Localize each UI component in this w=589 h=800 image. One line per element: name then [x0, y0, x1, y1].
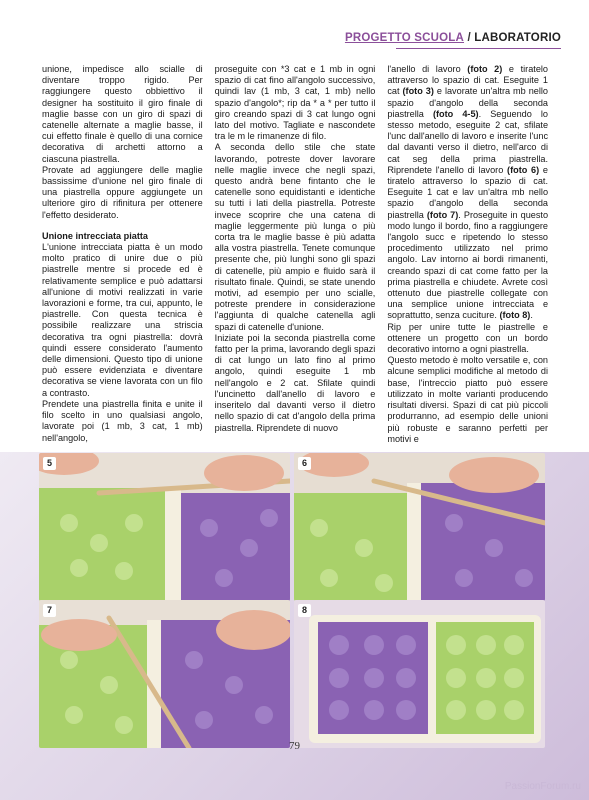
photo-5	[39, 453, 290, 601]
paragraph: proseguite con *3 cat e 1 mb in ogni spazio di cat fino all'angolo successivo, quindi lav (1 mb, 3 cat, 1 mb) nello spazio d'angolo*; rip da * a * per tutto il giro creando spazi di 3 cat lungo ogni lato del motivo. Tagliate e nascondete tra le m le rimanenze di filo.	[214, 64, 376, 142]
paragraph: Iniziate poi la seconda piastrella come fatto per la prima, lavorando degli spazi di cat lungo un lato fino al primo angolo, quindi eseguite 1 mb nell'angolo e 2 cat. Sfilate quindi l'uncinetto dall'anello di lavoro e inseritelo dal davanti verso il dietro nello spazio di cat d'angolo della prima piastrella. Riprendete di nuovo	[214, 332, 376, 433]
paragraph: A seconda dello stile che state lavorando, potreste dover lavorare nelle maglie invece che negli spazi, questo andrà bene fintanto che le catenelle sono equidistanti e identiche su tutti i lati della piastrella. Potreste invece scoprire che una catena di maglie leggermente più lunga o più corta tra le maglie basse è più adatta alla vostra piastrella. Tenete comunque presente che, più lunghi sono gli spazi di catenelle, più ampio e fluido sarà il risultato finale. Quindi, se state unendo motivi, ad esempio per uno scialle, potreste prendere in considerazione l'aggiunta di qualche catenella agli spazi di catenelle d'unione.	[214, 142, 376, 332]
crochet-photo-image	[294, 453, 545, 601]
photo-6	[294, 453, 545, 601]
paragraph: L'unione intrecciata piatta è un modo molto pratico di unire due o più piastrelle mentre si procede ed è relativamente semplice e può adattarsi all'unione di motivi realizzati in varie lavorazioni e forme, tra cui, appunto, le piastrelle. Con questa tecnica è possibile realizzare una striscia decorativa tra ogni piastrella: dovrà quindi essere considerato l'aumento delle dimensioni. Questo tipo di unione può essere evidenziata e diventare decorativa se viene lavorata con un filo a contrasto.	[42, 242, 203, 398]
section-label: PROGETTO SCUOLA	[344, 32, 465, 44]
paragraph: l'anello di lavoro (foto 2) e tiratelo attraverso lo spazio di cat. Eseguite 1 cat (foto 3) e lavorate un'altra mb nello spazio d'angolo della seconda piastrella (foto 4-5). Seguendo lo stesso metodo, eseguite 2 cat, sfilate l'unc dall'anello di lavoro e inserite l'unc dal davanti verso il dietro, nell'arco di cat seg della prima piastrella. Riprendete l'anello di lavoro (foto 6) e tiratelo attraverso lo spazio di cat. Eseguite 1 cat e lav un'altra mb nello spazio d'angolo della seconda piastrella (foto 7). Proseguite in questo modo lungo il bordo, fino a raggiungere l'angolo succ e ripetendo lo stesso procedimento utilizzato nel primo angolo. Lav intorno ai bordi rimanenti, creando spazi di cat come fatto per la prima piastrella e chiudete. Avrete così ottenuto due piastrelle collegate con una semplice unione intrecciata e soprattutto, senza cuciture. (foto 8).	[387, 64, 549, 321]
crochet-photo-image	[39, 600, 290, 748]
paragraph: Provate ad aggiungere delle maglie bassissime d'unione nel giro finale di una piastrella oppure aggiungete un ulteriore giro di rifinitura per ottenere l'effetto desiderato.	[42, 164, 203, 220]
photo-number: 8	[298, 604, 311, 617]
column-3	[387, 64, 548, 444]
article-body	[42, 64, 548, 444]
photo-number: 7	[43, 604, 56, 617]
photo-number: 5	[43, 457, 56, 470]
section-header	[345, 32, 561, 44]
paragraph: unione, impedisce allo scialle di diventare troppo rigido. Per raggiungere questo obbiettivo il designer ha sostituito il giro finale di maglie basse con un giro di spazi di catenelle alternate a maglie basse, il cui effetto finale è quello di una cornice decorativa di archetti attorno a ciascuna piastrella.	[42, 64, 203, 164]
section-title: LABORATORIO	[474, 32, 561, 44]
column-2	[215, 64, 376, 444]
header-rule	[396, 48, 561, 49]
paragraph: Prendete una piastrella finita e unite il filo scelto in uno qualsiasi angolo, lavorate poi (1 mb, 3 cat, 1 mb) nell'angolo,	[42, 398, 203, 443]
column-1	[42, 64, 203, 444]
page-number: 79	[289, 740, 300, 752]
paragraph: Rip per unire tutte le piastrelle e ottenere un progetto con un bordo decorativo intorno a ogni piastrella.	[387, 321, 549, 355]
photo-8	[294, 600, 545, 748]
crochet-photo-image	[294, 600, 545, 748]
crochet-photo-image	[39, 453, 290, 601]
header-separator: /	[467, 32, 471, 44]
watermark: PassionForum.ru	[504, 781, 581, 792]
photo-number: 6	[298, 457, 311, 470]
paragraph: Questo metodo è molto versatile e, con alcune semplici modifiche al metodo di base, l'intreccio piatto può essere utilizzato in molte varianti producendo risultati diversi. Spazi di cat più piccoli produrranno, ad esempio delle unioni più robuste e saranno perfetti per motivi e	[387, 355, 549, 444]
photo-7	[39, 600, 290, 748]
subheading: Unione intrecciata piatta	[42, 230, 148, 241]
